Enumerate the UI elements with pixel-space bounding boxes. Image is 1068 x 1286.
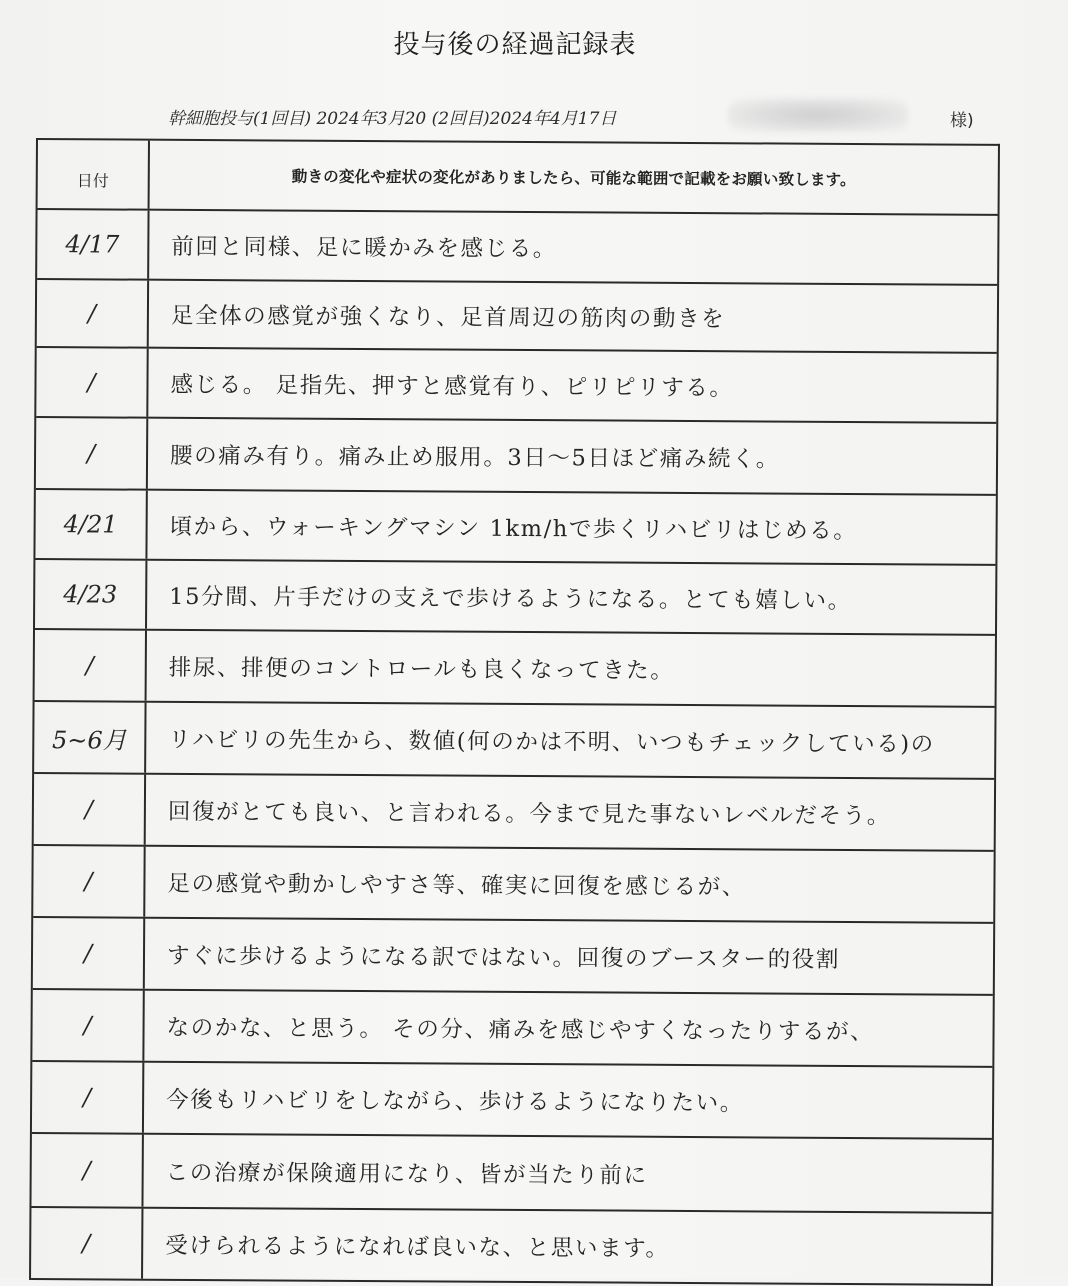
row-note: なのかな、と思う。 その分、痛みを感じやすくなったりするが、 <box>166 1014 875 1046</box>
row-note: 前回と同様、足に暖かみを感じる。 <box>171 233 558 263</box>
row-note: 腰の痛み有り。痛み止め服用。3日～5日ほど痛み続く。 <box>169 442 780 473</box>
notes-column-header: 動きの変化や症状の変化がありましたら、可能な範囲で記載をお願い致します。 <box>291 167 856 190</box>
table-row <box>32 990 992 1068</box>
row-note: 今後もリハビリをしながら、歩けるようになりたい。 <box>166 1086 744 1117</box>
row-note: リハビリの先生から、数値(何のかは不明、いつもチェックしている)の <box>168 726 935 758</box>
table-row <box>35 630 995 708</box>
row-note: 感じる。 足指先、押すと感覚有り、ピリピリする。 <box>170 371 734 402</box>
table-row <box>34 702 994 780</box>
row-date: / <box>33 918 145 989</box>
row-note: 足全体の感覚が強くなり、足首周辺の筋肉の動きを <box>170 302 726 333</box>
table-header <box>38 140 998 216</box>
row-note: 15分間、片手だけの支えで歩けるようになる。とても嬉しい。 <box>169 583 852 614</box>
row-note: この治療が保険適用になり、皆が当たり前に <box>165 1159 648 1189</box>
row-date: / <box>35 630 147 701</box>
row-date: / <box>37 280 149 347</box>
table-row <box>35 560 995 636</box>
row-note: 頃から、ウォーキングマシン 1km/hで歩くリハビリはじめる。 <box>169 513 858 545</box>
row-note: 排尿、排便のコントロールも良くなってきた。 <box>168 654 675 684</box>
redacted-name <box>728 98 908 132</box>
row-note: 足の感覚や動かしやすさ等、確実に回復を感じるが、 <box>167 870 746 901</box>
treatment-dates-handwritten: 幹細胞投与(1回目) 2024年3月20 (2回目)2024年4月17日 <box>168 109 617 129</box>
row-date: 4/17 <box>37 210 149 279</box>
row-date: / <box>32 990 144 1061</box>
row-date: / <box>32 1062 144 1133</box>
row-date: / <box>34 774 146 845</box>
row-date: / <box>36 418 148 489</box>
row-note: 回復がとても良い、と言われる。今まで見た事ないレベルだそう。 <box>167 798 891 830</box>
table-row <box>33 918 993 996</box>
row-date: / <box>31 1134 143 1207</box>
table-row <box>37 280 997 354</box>
table-body <box>31 210 998 1286</box>
table-row <box>34 774 994 852</box>
table-row <box>31 1208 991 1286</box>
page-title: 投与後の経過記録表 <box>393 30 637 60</box>
table-row <box>36 348 996 424</box>
table-row <box>35 490 995 566</box>
table-row <box>33 846 993 924</box>
row-date: 4/23 <box>35 560 147 629</box>
table-row <box>32 1062 992 1140</box>
progress-record-table <box>29 138 1000 1286</box>
row-note: すぐに歩けるようになる訳ではない。回復のブースター的役割 <box>166 942 841 973</box>
table-row <box>36 418 996 496</box>
date-column-header: 日付 <box>38 140 150 209</box>
patient-info-line <box>168 104 998 134</box>
row-date: 4/21 <box>35 490 147 559</box>
row-note: 受けられるようになれば良いな、と思います。 <box>165 1232 670 1262</box>
row-date: 5~6月 <box>34 702 146 773</box>
row-date: / <box>31 1208 143 1279</box>
row-date: / <box>33 846 145 917</box>
honorific-suffix: 様) <box>950 111 974 131</box>
table-row <box>31 1134 991 1214</box>
row-date: / <box>36 348 148 417</box>
table-row <box>37 210 997 286</box>
